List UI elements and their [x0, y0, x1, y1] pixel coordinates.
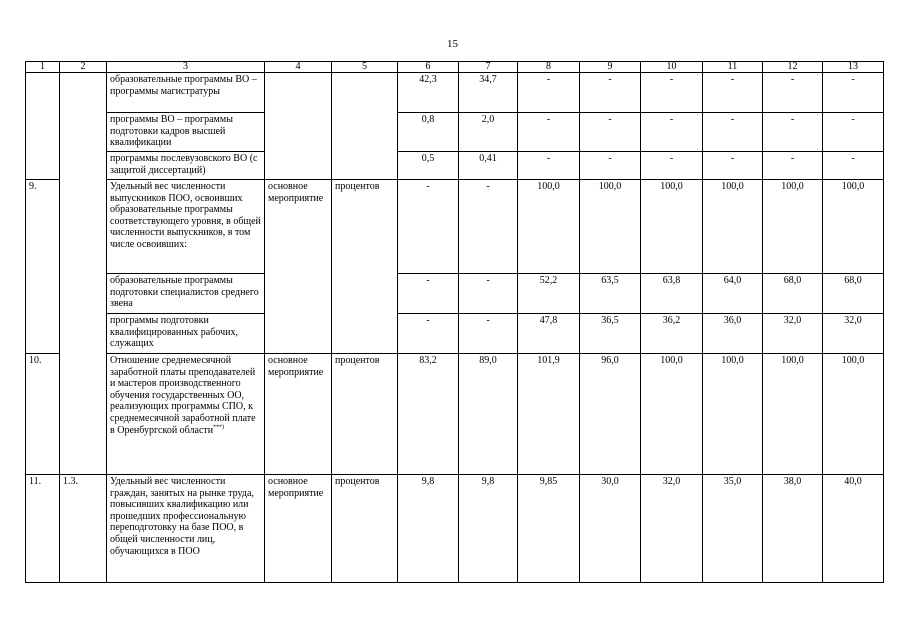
value-cell: -	[459, 314, 518, 354]
value-cell: 100,0	[703, 354, 763, 475]
indicator-cell: программы подготовки квалифицированных рабочих, служащих	[107, 314, 265, 354]
value-cell: 2,0	[459, 113, 518, 152]
table-row	[26, 180, 884, 274]
number-cell	[26, 314, 60, 354]
value-cell: 9,8	[398, 475, 459, 583]
value-cell: -	[703, 113, 763, 152]
value-cell: 38,0	[763, 475, 823, 583]
value-cell: -	[518, 113, 580, 152]
value-cell: -	[518, 152, 580, 180]
header-cell: 3	[107, 62, 265, 73]
value-cell: -	[459, 274, 518, 314]
indicator-text: Отношение среднемесячной заработной платы преподавателей и мастеров производственного обучения государственных ОО, реализующих программы СПО, к среднемесячной заработной плате в Оренбургской области	[110, 355, 256, 436]
table-row	[26, 152, 884, 180]
value-cell: 32,0	[763, 314, 823, 354]
value-cell: 68,0	[823, 274, 884, 314]
value-cell: 63,8	[641, 274, 703, 314]
value-cell: 34,7	[459, 73, 518, 113]
value-cell: -	[580, 152, 641, 180]
value-cell: 100,0	[703, 180, 763, 274]
value-cell: 63,5	[580, 274, 641, 314]
code-cell	[60, 113, 107, 152]
value-cell: 68,0	[763, 274, 823, 314]
table-row	[26, 274, 884, 314]
type-cell	[265, 314, 332, 354]
value-cell: 100,0	[763, 180, 823, 274]
value-cell: 83,2	[398, 354, 459, 475]
header-row	[26, 62, 884, 73]
header-cell: 1	[26, 62, 60, 73]
value-cell: 42,3	[398, 73, 459, 113]
code-cell	[60, 73, 107, 113]
unit-cell	[332, 73, 398, 113]
value-cell: -	[823, 152, 884, 180]
value-cell: -	[459, 180, 518, 274]
indicators-table	[25, 61, 884, 583]
table-row	[26, 73, 884, 113]
header-cell: 7	[459, 62, 518, 73]
code-cell: 1.3.	[60, 475, 107, 583]
unit-cell	[332, 152, 398, 180]
indicator-cell: Удельный вес численности граждан, занятых на рынке труда, повысивших квалификацию или прошедших профессиональную переподготовку на базе ПОО, в общей численности лиц, обучающихся в ПОО	[107, 475, 265, 583]
header-cell: 8	[518, 62, 580, 73]
header-cell: 4	[265, 62, 332, 73]
value-cell: -	[703, 152, 763, 180]
value-cell: 9,8	[459, 475, 518, 583]
table-row	[26, 475, 884, 583]
value-cell: 0,41	[459, 152, 518, 180]
value-cell: -	[823, 113, 884, 152]
number-cell	[26, 113, 60, 152]
header-cell: 13	[823, 62, 884, 73]
value-cell: 35,0	[703, 475, 763, 583]
value-cell: 100,0	[641, 180, 703, 274]
value-cell: -	[763, 152, 823, 180]
value-cell: -	[703, 73, 763, 113]
number-cell	[26, 73, 60, 113]
value-cell: -	[580, 113, 641, 152]
table-row	[26, 113, 884, 152]
page-number: 15	[447, 38, 458, 50]
value-cell: 64,0	[703, 274, 763, 314]
unit-cell: процентов	[332, 475, 398, 583]
type-cell: основное мероприятие	[265, 180, 332, 274]
value-cell: 101,9	[518, 354, 580, 475]
indicator-cell	[107, 354, 265, 475]
value-cell: -	[398, 314, 459, 354]
header-cell: 9	[580, 62, 641, 73]
value-cell: 96,0	[580, 354, 641, 475]
value-cell: 0,8	[398, 113, 459, 152]
unit-cell	[332, 274, 398, 314]
value-cell: -	[641, 152, 703, 180]
indicator-cell: образовательные программы подготовки специалистов среднего звена	[107, 274, 265, 314]
value-cell: 9,85	[518, 475, 580, 583]
value-cell: 36,2	[641, 314, 703, 354]
value-cell: 100,0	[823, 180, 884, 274]
type-cell	[265, 73, 332, 113]
unit-cell	[332, 314, 398, 354]
value-cell: -	[763, 73, 823, 113]
value-cell: 0,5	[398, 152, 459, 180]
code-cell	[60, 152, 107, 180]
header-cell: 12	[763, 62, 823, 73]
value-cell: 32,0	[641, 475, 703, 583]
number-cell: 11.	[26, 475, 60, 583]
header-cell: 10	[641, 62, 703, 73]
value-cell: 52,2	[518, 274, 580, 314]
value-cell: -	[823, 73, 884, 113]
type-cell: основное мероприятие	[265, 475, 332, 583]
code-cell	[60, 274, 107, 314]
value-cell: 100,0	[823, 354, 884, 475]
unit-cell: процентов	[332, 354, 398, 475]
number-cell	[26, 274, 60, 314]
code-cell	[60, 180, 107, 274]
value-cell: -	[518, 73, 580, 113]
header-cell: 2	[60, 62, 107, 73]
value-cell: 100,0	[763, 354, 823, 475]
type-cell	[265, 274, 332, 314]
header-cell: 5	[332, 62, 398, 73]
indicator-cell: образовательные программы ВО – программы магистратуры	[107, 73, 265, 113]
value-cell: 36,5	[580, 314, 641, 354]
value-cell: 40,0	[823, 475, 884, 583]
value-cell: -	[641, 73, 703, 113]
type-cell	[265, 113, 332, 152]
number-cell: 9.	[26, 180, 60, 274]
value-cell: -	[398, 274, 459, 314]
unit-cell: процентов	[332, 180, 398, 274]
code-cell	[60, 354, 107, 475]
unit-cell	[332, 113, 398, 152]
type-cell: основное мероприятие	[265, 354, 332, 475]
value-cell: -	[641, 113, 703, 152]
table-row	[26, 354, 884, 475]
header-cell: 11	[703, 62, 763, 73]
table-row	[26, 314, 884, 354]
value-cell: -	[763, 113, 823, 152]
value-cell: 100,0	[641, 354, 703, 475]
indicator-cell: Удельный вес численности выпускников ПОО, освоивших образовательные программы соответствующего уровня, в общей численности выпускников, в том числе освоивших:	[107, 180, 265, 274]
value-cell: 47,8	[518, 314, 580, 354]
value-cell: 32,0	[823, 314, 884, 354]
value-cell: -	[398, 180, 459, 274]
type-cell	[265, 152, 332, 180]
number-cell: 10.	[26, 354, 60, 475]
value-cell: 30,0	[580, 475, 641, 583]
header-cell: 6	[398, 62, 459, 73]
footnote-mark: ***)	[213, 424, 225, 431]
value-cell: 89,0	[459, 354, 518, 475]
code-cell	[60, 314, 107, 354]
indicator-cell: программы ВО – программы подготовки кадров высшей квалификации	[107, 113, 265, 152]
value-cell: 100,0	[518, 180, 580, 274]
number-cell	[26, 152, 60, 180]
value-cell: 100,0	[580, 180, 641, 274]
indicator-cell: программы послевузовского ВО (с защитой диссертаций)	[107, 152, 265, 180]
value-cell: -	[580, 73, 641, 113]
value-cell: 36,0	[703, 314, 763, 354]
